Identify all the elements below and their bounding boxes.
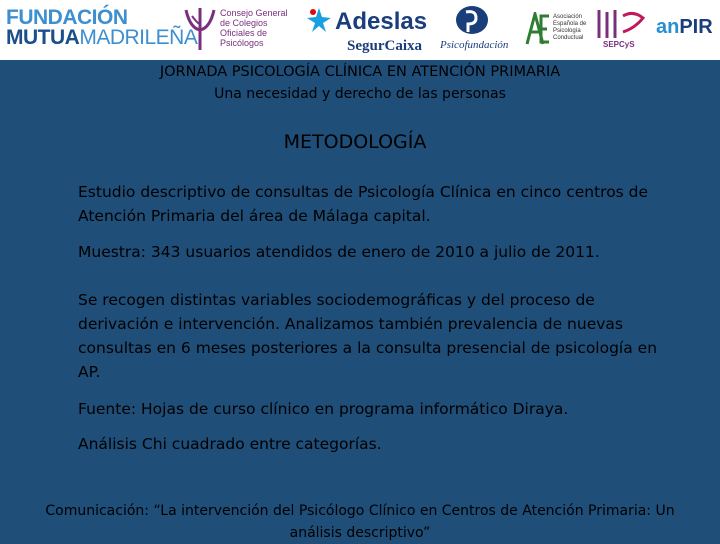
sepcys-emblem-icon	[593, 8, 649, 40]
fundacion-mutua-madrilena-logo	[6, 8, 197, 68]
communication-footer: Comunicación: “La intervención del Psicólogo Clínico en Centros de Atención Primaria: Un análisis descriptivo”	[45, 503, 675, 541]
paragraph-sample: Muestra: 343 usuarios atendidos de enero de 2010 a julio de 2011.	[78, 243, 600, 261]
slide-title: JORNADA PSICOLOGÍA CLÍNICA EN ATENCIÓN PRIMARIA	[159, 64, 561, 80]
paragraph-source: Fuente: Hojas de curso clínico en programa informático Diraya.	[78, 400, 569, 418]
sepcys-label: SEPCyS	[603, 40, 635, 49]
psi-symbol-icon	[180, 6, 220, 52]
psicofundacion-label: Psicofundación	[440, 39, 509, 51]
sponsor-logo-bar	[0, 0, 720, 60]
consejo-label: Consejo General de Colegios Oficiales de Psicólogos	[220, 8, 288, 48]
aepc-monogram-icon	[525, 12, 551, 46]
psicofundacion-emblem-icon	[440, 4, 510, 38]
paragraph-analysis: Análisis Chi cuadrado entre categorías.	[78, 435, 382, 453]
paragraph-study-description: Estudio descriptivo de consultas de Psicología Clínica en cinco centros de Atención Primaria del área de Málaga capital.	[78, 183, 649, 225]
aepc-label: Asociación Española de Psicología Conductual	[553, 14, 587, 41]
fundacion-label: FUNDACIÓN	[6, 6, 128, 29]
anpir-logo: anPIR	[656, 16, 713, 38]
sepcys-logo	[593, 8, 649, 68]
slide-subtitle: Una necesidad y derecho de las personas	[214, 86, 506, 102]
paragraph-variables: Se recogen distintas variables sociodemográficas y del proceso de derivación e intervención. Analizamos también prevalencia de nuevas consultas en 6 meses posteriores a la consulta presencial de psicología en AP.	[78, 291, 658, 381]
la-caixa-star-icon	[305, 6, 333, 34]
adeslas-logo	[305, 6, 428, 66]
adeslas-label: Adeslas	[335, 8, 428, 35]
psicofundacion-logo	[440, 4, 510, 64]
section-heading: METODOLOGÍA	[283, 131, 427, 153]
mutua-madrilena-label: MUTUAMADRILEÑA	[6, 26, 198, 49]
consejo-psicologos-logo	[180, 6, 288, 66]
segurcaixa-label: SegurCaixa	[347, 38, 422, 54]
